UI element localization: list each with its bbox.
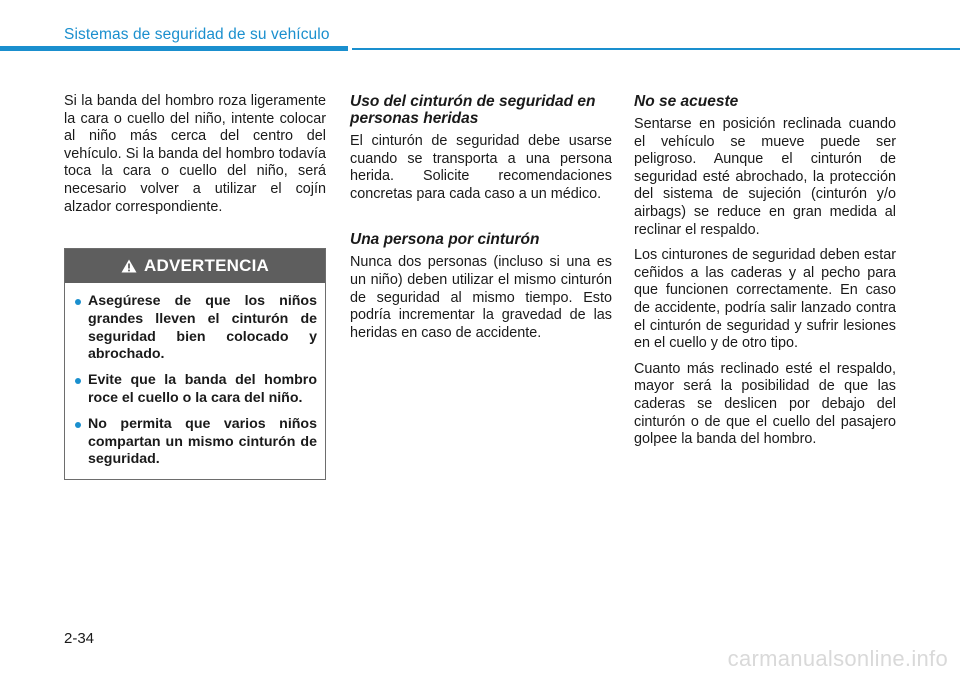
body-paragraph: Cuanto más reclinado esté el respaldo, mayor será la posibilidad de que las caderas se deslicen por debajo del cinturón o de que el cuello del pasajero golpee la banda del hombro. — [634, 360, 896, 448]
column-3 — [634, 93, 896, 457]
warning-item-text: No permita que varios niños compartan un mismo cinturón de seguridad. — [88, 415, 317, 468]
section-heading-recline: No se acueste — [634, 93, 739, 110]
bullet-icon — [75, 299, 81, 305]
warning-title: ADVERTENCIA — [144, 256, 269, 275]
warning-item — [75, 372, 317, 408]
section-heading-injured: Uso del cinturón de seguridad en personas heridas — [350, 93, 596, 127]
page-number: 2-34 — [64, 630, 95, 647]
warning-header — [65, 249, 325, 283]
bullet-icon — [75, 422, 81, 428]
warning-item — [75, 416, 317, 469]
warning-triangle-icon — [121, 259, 137, 273]
header-rule-thick — [0, 46, 348, 51]
warning-item — [75, 293, 317, 364]
warning-list — [65, 283, 325, 469]
bullet-icon — [75, 378, 81, 384]
section-heading-one-per-belt: Una persona por cinturón — [350, 231, 540, 249]
body-paragraph: Sentarse en posición reclinada cuando el vehículo se mueve puede ser peligroso. Aunque el cinturón de seguridad esté abrochado, la protección del sistema de sujeción (cinturón y/o airbags) se reduce en gran medida al reclinar el respaldo. — [634, 116, 896, 238]
warning-item-text: Asegúrese de que los niños grandes lleven el cinturón de seguridad bien colocado y abrochado. — [88, 293, 317, 363]
body-paragraph: Los cinturones de seguridad deben estar ceñidos a las caderas y al pecho para que funcionen correctamente. En caso de accidente, podría salir lanzado contra el cinturón de seguridad y sufrir lesiones en el cuello y de otro tipo. — [634, 247, 896, 352]
body-paragraph: El cinturón de seguridad debe usarse cuando se transporta a una persona herida. Solicite recomendaciones concretas para cada caso a un médico. — [350, 133, 612, 202]
warning-item-text: Evite que la banda del hombro roce el cuello o la cara del niño. — [88, 372, 317, 406]
header-rule-thin — [352, 48, 960, 50]
column-2 — [350, 93, 612, 350]
section-header-title: Sistemas de seguridad de su vehículo — [64, 26, 330, 43]
watermark: carmanualsonline.info — [727, 646, 948, 671]
body-paragraph: Si la banda del hombro roza ligeramente la cara o cuello del niño, intente colocar al niño más cerca del centro del vehículo. Si la banda del hombro todavía toca la cara o cuello del niño, será necesario volver a utilizar el cojín alzador correspondiente. — [64, 93, 326, 215]
column-1 — [64, 93, 326, 224]
body-paragraph: Nunca dos personas (incluso si una es un niño) deben utilizar el mismo cinturón de seguridad al mismo tiempo. Esto podría incrementar la gravedad de las heridas en caso de accidente. — [350, 254, 612, 341]
warning-box — [64, 248, 326, 480]
